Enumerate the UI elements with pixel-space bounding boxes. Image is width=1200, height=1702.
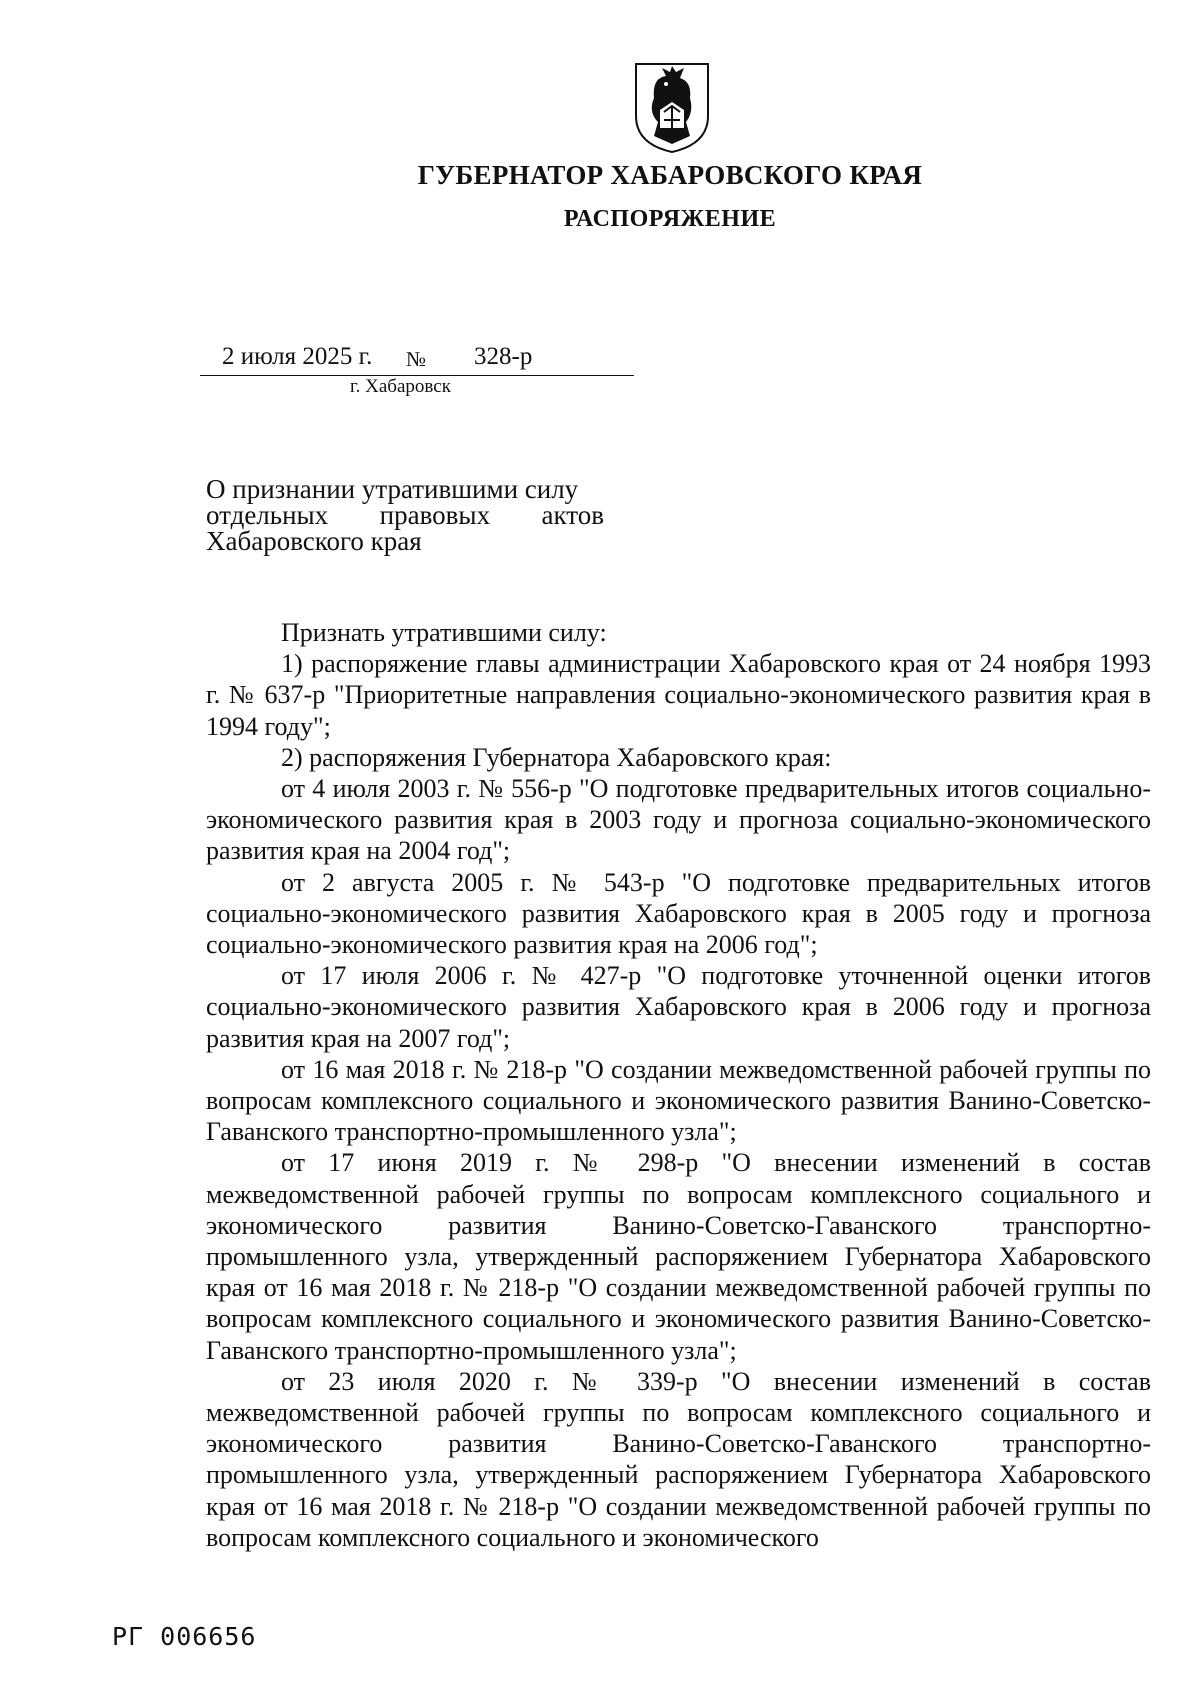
body-paragraph: 2) распоряжения Губернатора Хабаровского края: bbox=[281, 742, 832, 772]
body-paragraph: от 16 мая 2018 г. № 218-р "О создании межведомственной рабочей группы по вопросам комплексного социального и экономического развития Ванино-Советско-Гаванского транспортно-промышленного узла"; bbox=[206, 1054, 1151, 1147]
form-serial-number: РГ 006656 bbox=[112, 1622, 257, 1651]
body-paragraph: Признать утратившими силу: bbox=[281, 618, 607, 647]
document-body bbox=[206, 617, 1151, 1553]
organization-title: ГУБЕРНАТОР ХАБАРОВСКОГО КРАЯ bbox=[417, 160, 923, 190]
coat-of-arms-icon bbox=[632, 58, 712, 154]
subject-line-2: отдельных правовых актов bbox=[206, 500, 604, 530]
document-city: г. Хабаровск bbox=[350, 376, 451, 397]
subject-line-3: Хабаровского края bbox=[206, 526, 422, 556]
document-date: 2 июля 2025 г. bbox=[222, 343, 373, 370]
subject-line-1: О признании утратившими силу bbox=[206, 474, 579, 504]
body-paragraph: от 4 июля 2003 г. № 556-р "О подготовке предварительных итогов социально-экономического развития края в 2003 году и прогноза социально-экономического развития края на 2004 год"; bbox=[206, 774, 1151, 866]
body-paragraph: от 17 июля 2006 г. № 427-р "О подготовке уточненной оценки итогов социально-экономического развития Хабаровского края в 2006 году и прогноза развития края на 2007 год"; bbox=[206, 961, 1151, 1053]
body-paragraph: от 17 июня 2019 г. № 298-р "О внесении изменений в состав межведомственной рабочей группы по вопросам комплексного социального и экономического развития Ванино-Советско-Гаванского транспортно-промышленного узла, утвержденный распоряжением Губернатора Хабаровского края от 16 мая 2018 г. № 218-р "О создании межведомственной рабочей группы по вопросам комплексного социального и экономического развития Ванино-Советско-Гаванского транспортно-промышленного узла"; bbox=[206, 1148, 1151, 1365]
body-paragraph: от 2 августа 2005 г. № 543-р "О подготовке предварительных итогов социально-экономического развития Хабаровского края в 2005 году и прогноза социально-экономического развития края на 2006 год"; bbox=[206, 867, 1151, 960]
document-date-number-line bbox=[200, 343, 634, 377]
document-number: 328-р bbox=[474, 343, 533, 370]
number-sign: № bbox=[406, 347, 427, 371]
document-subject bbox=[206, 476, 604, 554]
body-paragraph: от 23 июля 2020 г. № 339-р "О внесении изменений в состав межведомственной рабочей группы по вопросам комплексного социального и экономического развития Ванино-Советско-Гаванского транспортно-промышленного узла, утвержденный распоряжением Губернатора Хабаровского края от 16 мая 2018 г. № 218-р "О создании межведомственной рабочей группы по вопросам комплексного социального и экономического bbox=[206, 1366, 1151, 1552]
document-type-title: РАСПОРЯЖЕНИЕ bbox=[563, 206, 777, 232]
body-paragraph: 1) распоряжение главы администрации Хабаровского края от 24 ноября 1993 г. № 637-р "Приоритетные направления социально-экономического развития края в 1994 году"; bbox=[206, 649, 1151, 741]
